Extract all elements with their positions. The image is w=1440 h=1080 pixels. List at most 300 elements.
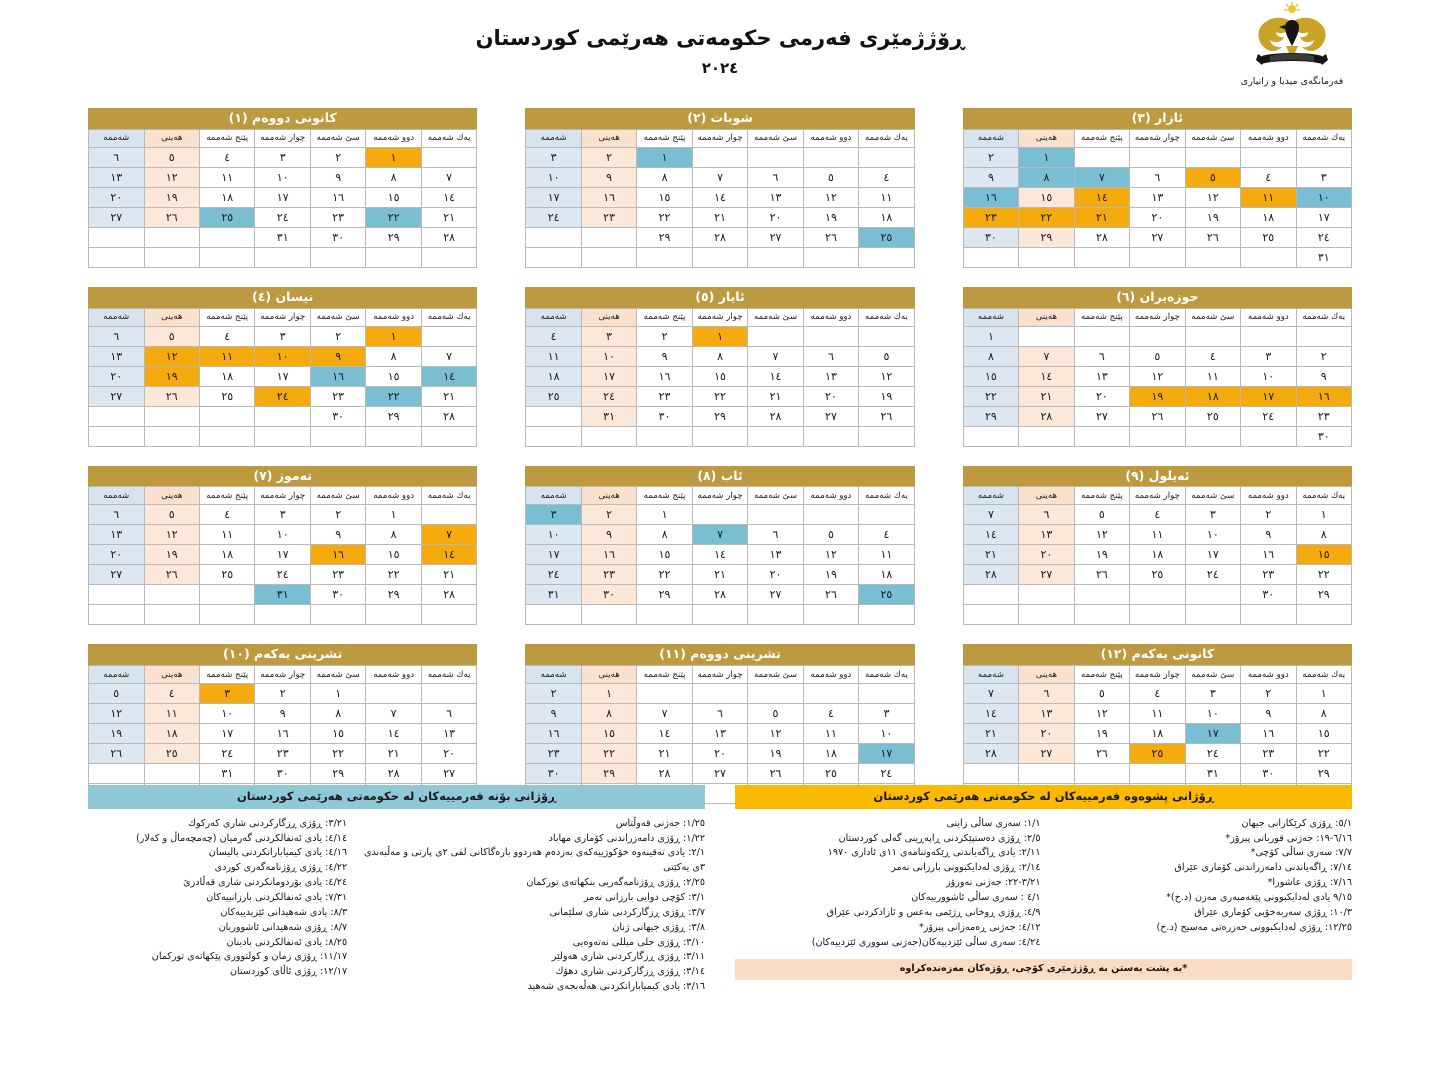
day-cell[interactable]: ١٦	[963, 187, 1019, 207]
day-cell[interactable]: ١٩	[1130, 386, 1185, 406]
day-cell[interactable]: ٣٠	[255, 764, 310, 784]
day-cell[interactable]: ٨	[692, 346, 747, 366]
day-cell[interactable]: ٦	[1130, 167, 1185, 187]
day-cell[interactable]: ٢٨	[366, 764, 421, 784]
day-cell[interactable]: ٣٠	[310, 227, 365, 247]
day-cell[interactable]: ٢٨	[421, 227, 476, 247]
day-cell[interactable]: ١١	[200, 167, 255, 187]
day-cell[interactable]: ٢	[1241, 505, 1296, 525]
day-cell[interactable]: ٢٨	[421, 406, 476, 426]
day-cell[interactable]: ١٦	[581, 545, 636, 565]
day-cell[interactable]: ٣٠	[1296, 426, 1351, 446]
day-cell[interactable]: ٩	[637, 346, 692, 366]
day-cell[interactable]: ٢٧	[89, 386, 145, 406]
day-cell[interactable]: ٢٩	[366, 585, 421, 605]
day-cell[interactable]: ١	[963, 326, 1019, 346]
day-cell[interactable]: ٢٩	[366, 227, 421, 247]
day-cell[interactable]: ٢٠	[421, 744, 476, 764]
day-cell[interactable]: ١٢	[144, 167, 199, 187]
day-cell[interactable]: ١٨	[803, 744, 858, 764]
day-cell[interactable]: ٢٨	[748, 406, 803, 426]
day-cell[interactable]: ٢٨	[692, 227, 747, 247]
day-cell[interactable]: ٢٤	[1185, 744, 1240, 764]
day-cell[interactable]: ٢٥	[200, 565, 255, 585]
day-cell[interactable]: ١٠	[255, 167, 310, 187]
day-cell[interactable]: ٢٥	[1185, 406, 1240, 426]
day-cell[interactable]: ٢	[637, 326, 692, 346]
day-cell[interactable]: ١٣	[89, 167, 145, 187]
day-cell[interactable]: ٣	[255, 505, 310, 525]
day-cell[interactable]: ٢٤	[1296, 227, 1351, 247]
day-cell[interactable]: ٧	[963, 505, 1019, 525]
day-cell[interactable]: ٣	[859, 704, 914, 724]
day-cell[interactable]: ١٣	[1130, 187, 1185, 207]
day-cell[interactable]: ٢٢	[637, 565, 692, 585]
day-cell[interactable]: ٢٧	[748, 227, 803, 247]
day-cell[interactable]: ٢٥	[526, 386, 582, 406]
day-cell[interactable]: ٢٦	[1185, 227, 1240, 247]
day-cell[interactable]: ١٢	[859, 366, 914, 386]
day-cell[interactable]: ١١	[1185, 366, 1240, 386]
day-cell[interactable]: ٢٦	[1074, 565, 1129, 585]
day-cell[interactable]: ٢٦	[803, 585, 858, 605]
day-cell[interactable]: ٤	[1241, 167, 1296, 187]
day-cell[interactable]: ١٥	[963, 366, 1019, 386]
day-cell[interactable]: ٢٦	[144, 386, 199, 406]
day-cell[interactable]: ١١	[200, 525, 255, 545]
day-cell[interactable]: ٢	[526, 684, 582, 704]
day-cell[interactable]: ٢٤	[1185, 565, 1240, 585]
day-cell[interactable]: ١٢	[748, 724, 803, 744]
day-cell[interactable]: ٦	[1074, 346, 1129, 366]
day-cell[interactable]: ١٧	[1185, 545, 1240, 565]
day-cell[interactable]: ١٩	[144, 366, 199, 386]
day-cell[interactable]: ١	[637, 505, 692, 525]
day-cell[interactable]: ١١	[859, 187, 914, 207]
day-cell[interactable]: ١٤	[692, 545, 747, 565]
day-cell[interactable]: ٧	[748, 346, 803, 366]
day-cell[interactable]: ٩	[1296, 366, 1351, 386]
day-cell[interactable]: ٣	[581, 326, 636, 346]
day-cell[interactable]: ٣	[526, 147, 582, 167]
day-cell[interactable]: ٢١	[421, 565, 476, 585]
day-cell[interactable]: ٢٦	[144, 207, 199, 227]
day-cell[interactable]: ٣٠	[1241, 764, 1296, 784]
day-cell[interactable]: ٢٢	[963, 386, 1019, 406]
day-cell[interactable]: ٢٩	[1019, 227, 1074, 247]
day-cell[interactable]: ٢٢	[1296, 744, 1351, 764]
day-cell[interactable]: ١٧	[859, 744, 914, 764]
day-cell[interactable]: ٢٢	[692, 386, 747, 406]
day-cell[interactable]: ١٣	[421, 724, 476, 744]
day-cell[interactable]: ١	[692, 326, 747, 346]
day-cell[interactable]: ٢٩	[581, 764, 636, 784]
day-cell[interactable]: ٧	[637, 704, 692, 724]
day-cell[interactable]: ٢٦	[1130, 406, 1185, 426]
day-cell[interactable]: ٣١	[255, 585, 310, 605]
day-cell[interactable]: ٣١	[255, 227, 310, 247]
day-cell[interactable]: ١٢	[1130, 366, 1185, 386]
day-cell[interactable]: ٨	[310, 704, 365, 724]
day-cell[interactable]: ٩	[310, 167, 365, 187]
day-cell[interactable]: ٤	[803, 704, 858, 724]
day-cell[interactable]: ٨	[637, 167, 692, 187]
day-cell[interactable]: ٥	[748, 704, 803, 724]
day-cell[interactable]: ٢٣	[1241, 565, 1296, 585]
day-cell[interactable]: ٢١	[963, 545, 1019, 565]
day-cell[interactable]: ٢٧	[1074, 406, 1129, 426]
day-cell[interactable]: ١١	[1241, 187, 1296, 207]
day-cell[interactable]: ٢٠	[89, 545, 145, 565]
day-cell[interactable]: ٨	[366, 167, 421, 187]
day-cell[interactable]: ١٦	[310, 187, 365, 207]
day-cell[interactable]: ٦	[748, 167, 803, 187]
day-cell[interactable]: ١٧	[255, 545, 310, 565]
day-cell[interactable]: ٤	[1130, 684, 1185, 704]
day-cell[interactable]: ٨	[366, 525, 421, 545]
day-cell[interactable]: ١٢	[144, 346, 199, 366]
day-cell[interactable]: ٢٠	[1074, 386, 1129, 406]
day-cell[interactable]: ١٦	[1296, 386, 1351, 406]
day-cell[interactable]: ٢٧	[1019, 744, 1074, 764]
day-cell[interactable]: ١٣	[89, 346, 145, 366]
day-cell[interactable]: ٩	[255, 704, 310, 724]
day-cell[interactable]: ٢٣	[1241, 744, 1296, 764]
day-cell[interactable]: ١٧	[526, 545, 582, 565]
day-cell[interactable]: ٢	[1296, 346, 1351, 366]
day-cell[interactable]: ٤	[200, 326, 255, 346]
day-cell[interactable]: ٢٧	[803, 406, 858, 426]
day-cell[interactable]: ٢٥	[144, 744, 199, 764]
day-cell[interactable]: ٢١	[692, 565, 747, 585]
day-cell[interactable]: ١٣	[748, 187, 803, 207]
day-cell[interactable]: ١٣	[1019, 525, 1074, 545]
day-cell[interactable]: ٢	[581, 505, 636, 525]
day-cell[interactable]: ٢٠	[1130, 207, 1185, 227]
day-cell[interactable]: ١٤	[963, 704, 1019, 724]
day-cell[interactable]: ١٤	[692, 187, 747, 207]
day-cell[interactable]: ١٩	[803, 565, 858, 585]
day-cell[interactable]: ١٠	[255, 525, 310, 545]
day-cell[interactable]: ٢٦	[859, 406, 914, 426]
day-cell[interactable]: ٣٠	[310, 585, 365, 605]
day-cell[interactable]: ١٨	[1130, 545, 1185, 565]
day-cell[interactable]: ٢٤	[859, 764, 914, 784]
day-cell[interactable]: ١٠	[1296, 187, 1351, 207]
day-cell[interactable]: ٢١	[1074, 207, 1129, 227]
day-cell[interactable]: ٢٥	[803, 764, 858, 784]
day-cell[interactable]: ٥	[1074, 684, 1129, 704]
day-cell[interactable]: ٢٥	[1241, 227, 1296, 247]
day-cell[interactable]: ١	[1296, 505, 1351, 525]
day-cell[interactable]: ٢٠	[692, 744, 747, 764]
day-cell[interactable]: ٢٧	[89, 565, 145, 585]
day-cell[interactable]: ٢	[1241, 684, 1296, 704]
day-cell[interactable]: ٨	[637, 525, 692, 545]
day-cell[interactable]: ٢٤	[1241, 406, 1296, 426]
day-cell[interactable]: ١٠	[859, 724, 914, 744]
day-cell[interactable]: ١٢	[803, 187, 858, 207]
day-cell[interactable]: ٢٨	[963, 744, 1019, 764]
day-cell[interactable]: ١٨	[859, 565, 914, 585]
day-cell[interactable]: ١٠	[1241, 366, 1296, 386]
day-cell[interactable]: ٢٧	[1019, 565, 1074, 585]
day-cell[interactable]: ٢٣	[963, 207, 1019, 227]
day-cell[interactable]: ١٣	[803, 366, 858, 386]
day-cell[interactable]: ٧	[692, 525, 747, 545]
day-cell[interactable]: ١٧	[200, 724, 255, 744]
day-cell[interactable]: ١٦	[255, 724, 310, 744]
day-cell[interactable]: ٢٨	[637, 764, 692, 784]
day-cell[interactable]: ٢١	[1019, 386, 1074, 406]
day-cell[interactable]: ٢٥	[200, 207, 255, 227]
day-cell[interactable]: ٢٩	[637, 227, 692, 247]
day-cell[interactable]: ١١	[1130, 704, 1185, 724]
day-cell[interactable]: ٢٦	[1074, 744, 1129, 764]
day-cell[interactable]: ٢٨	[692, 585, 747, 605]
day-cell[interactable]: ٩	[963, 167, 1019, 187]
day-cell[interactable]: ١٦	[1241, 724, 1296, 744]
day-cell[interactable]: ١٤	[748, 366, 803, 386]
day-cell[interactable]: ٦	[692, 704, 747, 724]
day-cell[interactable]: ٢٠	[89, 187, 145, 207]
day-cell[interactable]: ١٠	[1185, 704, 1240, 724]
day-cell[interactable]: ٨	[1296, 525, 1351, 545]
day-cell[interactable]: ٧	[963, 684, 1019, 704]
day-cell[interactable]: ٢٧	[421, 764, 476, 784]
day-cell[interactable]: ٢٢	[366, 386, 421, 406]
day-cell[interactable]: ٢٩	[637, 585, 692, 605]
day-cell[interactable]: ٥	[859, 346, 914, 366]
day-cell[interactable]: ١٥	[1019, 187, 1074, 207]
day-cell[interactable]: ٢	[581, 147, 636, 167]
day-cell[interactable]: ١٠	[526, 167, 582, 187]
day-cell[interactable]: ٢٦	[803, 227, 858, 247]
day-cell[interactable]: ٦	[748, 525, 803, 545]
day-cell[interactable]: ٣٠	[963, 227, 1019, 247]
day-cell[interactable]: ٢٣	[310, 207, 365, 227]
day-cell[interactable]: ١١	[859, 545, 914, 565]
day-cell[interactable]: ٣٠	[1241, 585, 1296, 605]
day-cell[interactable]: ١٩	[1185, 207, 1240, 227]
day-cell[interactable]: ٤	[200, 505, 255, 525]
day-cell[interactable]: ٢٧	[692, 764, 747, 784]
day-cell[interactable]: ١	[1019, 147, 1074, 167]
day-cell[interactable]: ٥	[144, 326, 199, 346]
day-cell[interactable]: ١٨	[1130, 724, 1185, 744]
day-cell[interactable]: ١٧	[1185, 724, 1240, 744]
day-cell[interactable]: ٩	[581, 525, 636, 545]
day-cell[interactable]: ٣	[255, 326, 310, 346]
day-cell[interactable]: ٢٩	[963, 406, 1019, 426]
day-cell[interactable]: ١٨	[859, 207, 914, 227]
day-cell[interactable]: ١١	[200, 346, 255, 366]
day-cell[interactable]: ٣	[1185, 505, 1240, 525]
day-cell[interactable]: ٥	[803, 525, 858, 545]
day-cell[interactable]: ٢٣	[255, 744, 310, 764]
day-cell[interactable]: ١٧	[581, 366, 636, 386]
day-cell[interactable]: ٩	[581, 167, 636, 187]
day-cell[interactable]: ٥	[89, 684, 145, 704]
day-cell[interactable]: ٣٠	[310, 406, 365, 426]
day-cell[interactable]: ٣	[526, 505, 582, 525]
day-cell[interactable]: ٢٧	[89, 207, 145, 227]
day-cell[interactable]: ١٢	[1074, 704, 1129, 724]
day-cell[interactable]: ١	[637, 147, 692, 167]
day-cell[interactable]: ١٥	[637, 545, 692, 565]
day-cell[interactable]: ٦	[89, 326, 145, 346]
day-cell[interactable]: ٢٩	[1296, 764, 1351, 784]
day-cell[interactable]: ٢٨	[1074, 227, 1129, 247]
day-cell[interactable]: ١	[366, 326, 421, 346]
day-cell[interactable]: ٢٣	[581, 565, 636, 585]
day-cell[interactable]: ٢٤	[200, 744, 255, 764]
day-cell[interactable]: ١٦	[310, 366, 365, 386]
day-cell[interactable]: ٤	[1185, 346, 1240, 366]
day-cell[interactable]: ٢٧	[1130, 227, 1185, 247]
day-cell[interactable]: ٢٤	[255, 565, 310, 585]
day-cell[interactable]: ١٢	[89, 704, 145, 724]
day-cell[interactable]: ١١	[144, 704, 199, 724]
day-cell[interactable]: ٢١	[366, 744, 421, 764]
day-cell[interactable]: ٢١	[421, 207, 476, 227]
day-cell[interactable]: ٥	[144, 147, 199, 167]
day-cell[interactable]: ٧	[1074, 167, 1129, 187]
day-cell[interactable]: ١٢	[803, 545, 858, 565]
day-cell[interactable]: ٣٠	[637, 406, 692, 426]
day-cell[interactable]: ١٨	[200, 366, 255, 386]
day-cell[interactable]: ١٥	[692, 366, 747, 386]
day-cell[interactable]: ٢١	[692, 207, 747, 227]
day-cell[interactable]: ١٠	[200, 704, 255, 724]
day-cell[interactable]: ٦	[421, 704, 476, 724]
day-cell[interactable]: ٢١	[748, 386, 803, 406]
day-cell[interactable]: ١٨	[200, 545, 255, 565]
day-cell[interactable]: ١٠	[581, 346, 636, 366]
day-cell[interactable]: ٢٣	[310, 386, 365, 406]
day-cell[interactable]: ٢٢	[1296, 565, 1351, 585]
day-cell[interactable]: ١٤	[421, 366, 476, 386]
day-cell[interactable]: ٢٠	[1019, 724, 1074, 744]
day-cell[interactable]: ١٤	[421, 545, 476, 565]
day-cell[interactable]: ٢٣	[1296, 406, 1351, 426]
day-cell[interactable]: ١٠	[255, 346, 310, 366]
day-cell[interactable]: ١٢	[1185, 187, 1240, 207]
day-cell[interactable]: ٣١	[581, 406, 636, 426]
day-cell[interactable]: ١٥	[1296, 545, 1351, 565]
day-cell[interactable]: ٧	[421, 167, 476, 187]
day-cell[interactable]: ٢٢	[1019, 207, 1074, 227]
day-cell[interactable]: ٢٠	[1019, 545, 1074, 565]
day-cell[interactable]: ١٥	[637, 187, 692, 207]
day-cell[interactable]: ٢٢	[637, 207, 692, 227]
day-cell[interactable]: ١٨	[1185, 386, 1240, 406]
day-cell[interactable]: ٩	[310, 346, 365, 366]
day-cell[interactable]: ٢٦	[748, 764, 803, 784]
day-cell[interactable]: ١٠	[526, 525, 582, 545]
day-cell[interactable]: ١٦	[526, 724, 582, 744]
day-cell[interactable]: ٧	[1019, 346, 1074, 366]
day-cell[interactable]: ٢	[310, 505, 365, 525]
day-cell[interactable]: ٢٠	[89, 366, 145, 386]
day-cell[interactable]: ٣١	[526, 585, 582, 605]
day-cell[interactable]: ٢٤	[526, 207, 582, 227]
day-cell[interactable]: ١٢	[144, 525, 199, 545]
day-cell[interactable]: ٣	[255, 147, 310, 167]
day-cell[interactable]: ١٥	[366, 366, 421, 386]
day-cell[interactable]: ٦	[803, 346, 858, 366]
day-cell[interactable]: ١	[1296, 684, 1351, 704]
day-cell[interactable]: ٨	[1296, 704, 1351, 724]
day-cell[interactable]: ١٥	[1296, 724, 1351, 744]
day-cell[interactable]: ١٥	[366, 187, 421, 207]
day-cell[interactable]: ١٨	[1241, 207, 1296, 227]
day-cell[interactable]: ١١	[526, 346, 582, 366]
day-cell[interactable]: ٢٠	[803, 386, 858, 406]
day-cell[interactable]: ١٣	[748, 545, 803, 565]
day-cell[interactable]: ٥	[1074, 505, 1129, 525]
day-cell[interactable]: ١٤	[366, 724, 421, 744]
day-cell[interactable]: ٢٠	[748, 207, 803, 227]
day-cell[interactable]: ٢٨	[963, 565, 1019, 585]
day-cell[interactable]: ٢٩	[310, 764, 365, 784]
day-cell[interactable]: ٤	[526, 326, 582, 346]
day-cell[interactable]: ٢٢	[581, 744, 636, 764]
day-cell[interactable]: ٦	[89, 147, 145, 167]
day-cell[interactable]: ١٧	[255, 366, 310, 386]
day-cell[interactable]: ٨	[1019, 167, 1074, 187]
day-cell[interactable]: ٢٩	[1296, 585, 1351, 605]
day-cell[interactable]: ٢٥	[1130, 744, 1185, 764]
day-cell[interactable]: ٢٨	[421, 585, 476, 605]
day-cell[interactable]: ١٨	[200, 187, 255, 207]
day-cell[interactable]: ١	[310, 684, 365, 704]
day-cell[interactable]: ٣	[200, 684, 255, 704]
day-cell[interactable]: ١٤	[1019, 366, 1074, 386]
day-cell[interactable]: ٢٨	[1019, 406, 1074, 426]
day-cell[interactable]: ٦	[89, 505, 145, 525]
day-cell[interactable]: ١٩	[859, 386, 914, 406]
day-cell[interactable]: ١٠	[1185, 525, 1240, 545]
day-cell[interactable]: ١٩	[1074, 545, 1129, 565]
day-cell[interactable]: ٢٤	[255, 207, 310, 227]
day-cell[interactable]: ١١	[1130, 525, 1185, 545]
day-cell[interactable]: ١٩	[748, 744, 803, 764]
day-cell[interactable]: ١	[366, 147, 421, 167]
day-cell[interactable]: ٥	[1185, 167, 1240, 187]
day-cell[interactable]: ٥	[1130, 346, 1185, 366]
day-cell[interactable]: ٢١	[421, 386, 476, 406]
day-cell[interactable]: ١٥	[310, 724, 365, 744]
day-cell[interactable]: ٢	[963, 147, 1019, 167]
day-cell[interactable]: ٢٥	[859, 585, 914, 605]
day-cell[interactable]: ٥	[803, 167, 858, 187]
day-cell[interactable]: ١٥	[581, 724, 636, 744]
day-cell[interactable]: ٢١	[637, 744, 692, 764]
day-cell[interactable]: ٣١	[1296, 247, 1351, 267]
day-cell[interactable]: ١١	[803, 724, 858, 744]
day-cell[interactable]: ١٣	[1019, 704, 1074, 724]
day-cell[interactable]: ٢	[310, 147, 365, 167]
day-cell[interactable]: ٣	[1296, 167, 1351, 187]
day-cell[interactable]: ٢٤	[255, 386, 310, 406]
day-cell[interactable]: ٦	[1019, 684, 1074, 704]
day-cell[interactable]: ٢٩	[692, 406, 747, 426]
day-cell[interactable]: ٩	[526, 704, 582, 724]
day-cell[interactable]: ٤	[859, 167, 914, 187]
day-cell[interactable]: ٢٣	[526, 744, 582, 764]
day-cell[interactable]: ٢٩	[366, 406, 421, 426]
